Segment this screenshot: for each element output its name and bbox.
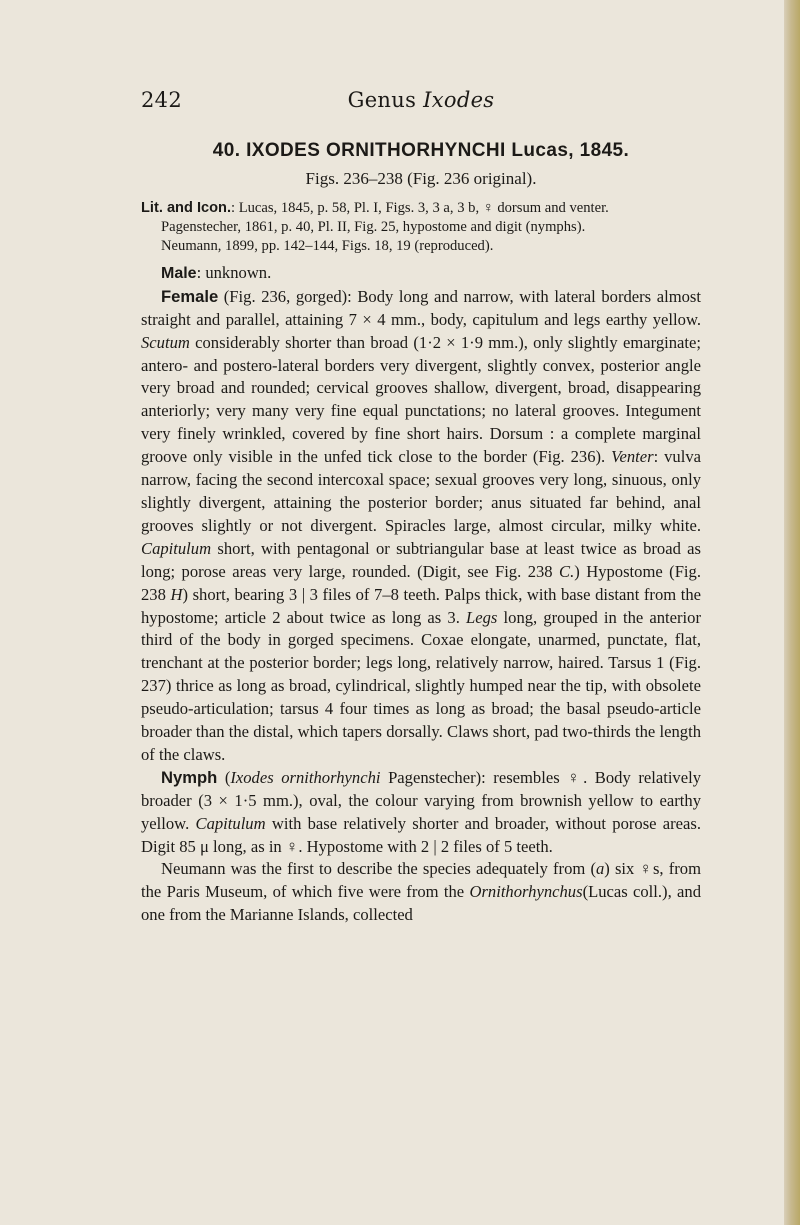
nymph-paragraph: Nymph (Ixodes ornithorhynchi Pagenstecher): resembles ♀. Body relatively broader (3 × 1·5 mm.), oval, the colour varying from brownish yellow to earthy yellow. Capitulum with base relatively shorter and broader, without porose areas. Digit 85 μ long, as in ♀. Hypostome with 2 | 2 files of 5 teeth. xyxy=(141,767,702,856)
references-label: Lit. and Icon. xyxy=(141,199,231,216)
page-number: 242 xyxy=(141,88,182,112)
female-label: Female xyxy=(161,286,219,306)
figure-reference: Figs. 236–238 (Fig. 236 original). xyxy=(305,169,537,188)
male-paragraph: Male: unknown. xyxy=(161,262,272,282)
literature-references xyxy=(141,199,701,256)
female-paragraph: Female (Fig. 236, gorged): Body long and narrow, with lateral borders almost straight and parallel, attaining 7 × 4 mm., body, capitulum and legs earthy yellow. Scutum considerably shorter than broad (1·2 × 1·9 mm.), only slightly emarginate; antero- and postero-lateral borders very divergent, slightly convex, posterior angle very broad and rounded; cervical grooves shallow, divergent, broad, disappearing anteriorly; very many very fine equal punctations; no lateral grooves. Integument very finely wrinkled, covered by fine short hairs. Dorsum : a complete marginal groove only visible in the unfed tick close to the border (Fig. 236). Venter: vulva narrow, facing the second intercoxal space; sexual grooves very long, sinuous, only slightly divergent, attaining the posterior border; anus situated far behind, anal grooves slightly or not divergent. Spiracles large, almost circular, milky white. Capitulum short, with pentagonal or subtriangular base at least twice as broad as long; porose areas very large, rounded. (Digit, see Fig. 238 C.) Hypostome (Fig. 238 H) short, bearing 3 | 3 files of 7–8 teeth. Palps thick, with base distant from the hypostome; article 2 about twice as long as 3. Legs long, grouped in the anterior third of the body in gorged specimens. Coxae elongate, unarmed, punctate, flat, trenchant at the posterior border; legs long, relatively narrow, haired. Tarsus 1 (Fig. 237) thrice as long as broad, cylindrical, slightly humped near the tip, with obsolete pseudo-articulation; tarsus 4 four times as long as broad; the basal pseudo-article broader than the distal, which tapers dorsally. Claws short, pad two-thirds the length of the claws. xyxy=(141,286,702,764)
reference-line: Pagenstecher, 1861, p. 40, Pl. II, Fig. 25, hypostome and digit (nymphs). xyxy=(161,218,586,235)
running-title: Genus Ixodes xyxy=(347,88,495,112)
reference-line: Lit. and Icon.: Lucas, 1845, p. 58, Pl. I, Figs. 3, 3 a, 3 b, ♀ dorsum and venter. xyxy=(141,199,609,216)
body-text xyxy=(141,138,701,927)
species-heading: 40. IXODES ORNITHORHYNCHI Lucas, 1845. xyxy=(212,140,630,161)
closing-paragraph: Neumann was the first to describe the species adequately from (a) six ♀s, from the Paris Museum, of which five were from the Ornithorhynchus(Lucas coll.), and one from the Marianne Islands, collected xyxy=(141,859,702,925)
running-title-genus: Ixodes xyxy=(423,88,495,112)
male-label: Male xyxy=(161,264,197,282)
page-edge xyxy=(784,0,800,1225)
nymph-label: Nymph xyxy=(161,767,218,787)
reference-line: Neumann, 1899, pp. 142–144, Figs. 18, 19 (reproduced). xyxy=(161,237,494,254)
